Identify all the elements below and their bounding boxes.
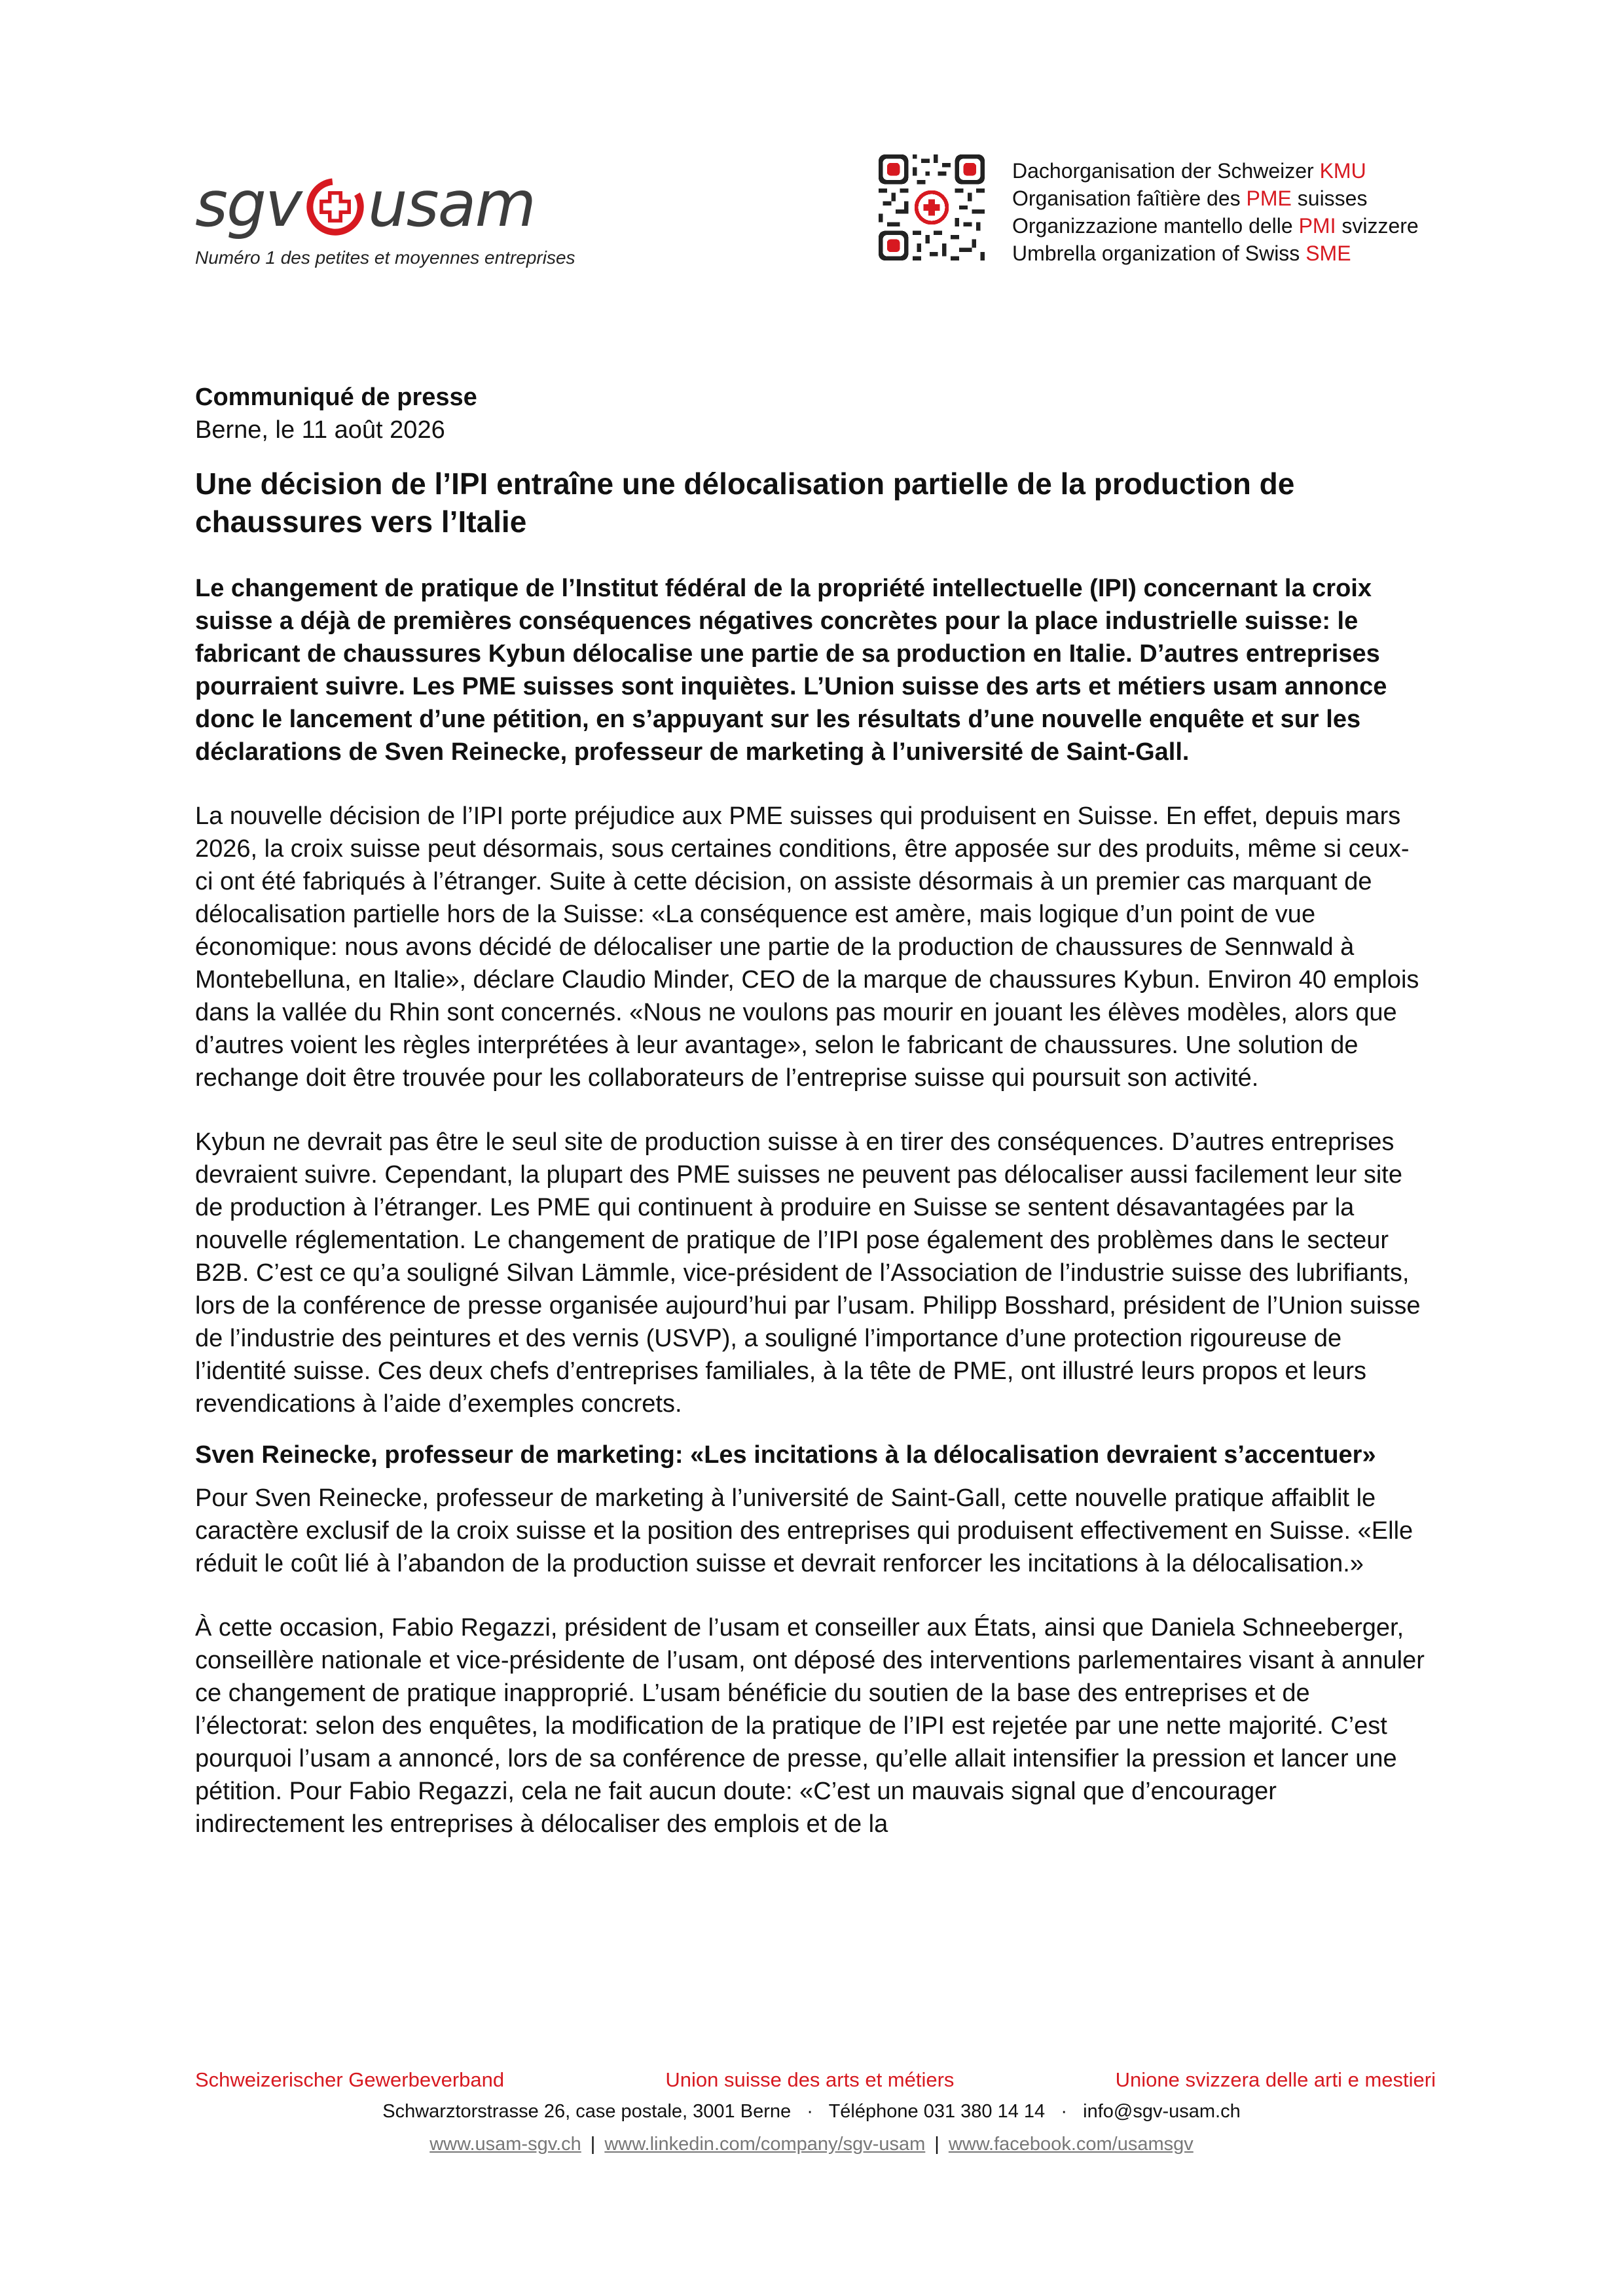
logo-text-right: usam	[367, 168, 535, 241]
subheading: Sven Reinecke, professeur de marketing: «Les incitations à la délocalisation devraient s’accentuer»	[195, 1441, 1376, 1469]
place-date: Berne, le 11 août 2026	[195, 416, 445, 444]
paragraph-1: La nouvelle décision de l’IPI porte préjudice aux PME suisses qui produisent en Suisse. En effet, depuis mars 2026, la croix suisse peut désormais, sous certaines conditions, être apposée sur des produits, même si ceux-ci ont été fabriqués à l’étranger. Suite à cette décision, on assiste désormais à un premier cas marquant de délocalisation partielle hors de la Suisse: «La conséquence est amère, mais logique d’un point de vue économique: nous avons décidé de délocaliser une partie de la production de chaussures de Sennwald à Montebelluna, en Italie», déclare Claudio Minder, CEO de la marque de chaussures Kybun. Environ 40 emplois dans la vallée du Rhin sont concernés. «Nous ne voulons pas mourir en jouant les élèves modèles, alors que d’autres voient les règles interprétées à leur avantage», selon le fabricant de chaussures. Une solution de rechange doit être trouvée pour les collaborateurs de l’entreprise suisse qui poursuit son activité.	[195, 802, 1419, 1092]
footer-org-fr: Union suisse des arts et métiers	[665, 2068, 955, 2091]
footer-address: Schwarztorstrasse 26, case postale, 3001 Berne · Téléphone 031 380 14 14 · info@sgv-usam.ch	[382, 2101, 1241, 2122]
sgv-usam-logo	[195, 168, 535, 241]
facebook-link[interactable]: www.facebook.com/usamsgv	[948, 2134, 1194, 2155]
logo-text-left: sgv	[195, 168, 301, 241]
org-line-en: Umbrella organization of Swiss SME	[1012, 242, 1351, 265]
footer-links	[0, 2134, 1623, 2155]
website-link[interactable]: www.usam-sgv.ch	[429, 2134, 581, 2155]
document-kind: Communiqué de presse	[195, 384, 477, 411]
lead-paragraph: Le changement de pratique de l’Institut fédéral de la propriété intellectuelle (IPI) concernant la croix suisse a déjà de premières conséquences négatives concrètes pour la place industrielle suisse: le fabricant de chaussures Kybun délocalise une partie de sa production en Italie. D’autres entreprises pourraient suivre. Les PME suisses sont inquiètes. L’Union suisse des arts et métiers usam annonce donc le lancement d’une pétition, en s’appuyant sur les résultats d’une nouvelle enquête et sur les déclarations de Sven Reinecke, professeur de marketing à l’université de Saint-Gall.	[195, 575, 1387, 766]
qr-code-icon[interactable]	[879, 154, 985, 260]
paragraph-4: À cette occasion, Fabio Regazzi, président de l’usam et conseiller aux États, ainsi que Daniela Schneeberger, conseillère nationale et vice-présidente de l’usam, ont déposé des interventions parlementaires visant à annuler ce changement de pratique inapproprié. L’usam bénéficie du soutien de la base des entreprises et de l’électorat: selon des enquêtes, la modification de la pratique de l’IPI est rejetée par une nette majorité. C’est pourquoi l’usam a annoncé, lors de sa conférence de presse, qu’elle allait intensifier la pression et lancer une pétition. Pour Fabio Regazzi, cela ne fait aucun doute: «C’est un mauvais signal que d’encourager indirectement les entreprises à délocaliser des emplois et de la	[195, 1614, 1425, 1838]
paragraph-3: Pour Sven Reinecke, professeur de marketing à l’université de Saint-Gall, cette nouvelle pratique affaiblit le caractère exclusif de la croix suisse et la position des entreprises qui produisent effectivement en Suisse. «Elle réduit le coût lié à l’abandon de la production suisse et devrait renforcer les incitations à la délocalisation.»	[195, 1484, 1413, 1577]
link-separator: |	[934, 2134, 939, 2155]
org-line-de: Dachorganisation der Schweizer KMU	[1012, 159, 1366, 183]
footer-organizations	[195, 2068, 1436, 2092]
swiss-cross-logo-icon	[305, 177, 365, 237]
footer-org-it: Unione svizzera delle arti e mestieri	[1115, 2068, 1436, 2091]
paragraph-2: Kybun ne devrait pas être le seul site de production suisse à en tirer des conséquences. D’autres entreprises devraient suivre. Cependant, la plupart des PME suisses ne peuvent pas délocaliser aussi facilement leur site de production à l’étranger. Les PME qui continuent à produire en Suisse se sentent désavantagées par la nouvelle réglementation. Le changement de pratique de l’IPI pose également des problèmes dans le secteur B2B. C’est ce qu’a souligné Silvan Lämmle, vice-président de l’Association de l’industrie suisse des lubrifiants, lors de la conférence de presse organisée aujourd’hui par l’usam. Philipp Bosshard, président de l’Union suisse de l’industrie des peintures et des vernis (USVP), a souligné l’importance d’une protection rigoureuse de l’identité suisse. Ces deux chefs d’entreprises familiales, à la tête de PME, ont illustré leurs propos et leurs revendications à l’aide d’exemples concrets.	[195, 1128, 1421, 1418]
org-line-it: Organizzazione mantello delle PMI svizzere	[1012, 214, 1419, 238]
link-separator: |	[590, 2134, 596, 2155]
press-release-body	[195, 381, 1426, 1840]
linkedin-link[interactable]: www.linkedin.com/company/sgv-usam	[604, 2134, 926, 2155]
org-line-fr: Organisation faîtière des PME suisses	[1012, 187, 1368, 210]
footer-org-de: Schweizerischer Gewerbeverband	[195, 2068, 505, 2091]
page-title: Une décision de l’IPI entraîne une délocalisation partielle de la production de chaussures vers l’Italie	[195, 467, 1295, 539]
logo-tagline: Numéro 1 des petites et moyennes entreprises	[195, 247, 575, 268]
organization-descriptions	[1012, 157, 1419, 267]
